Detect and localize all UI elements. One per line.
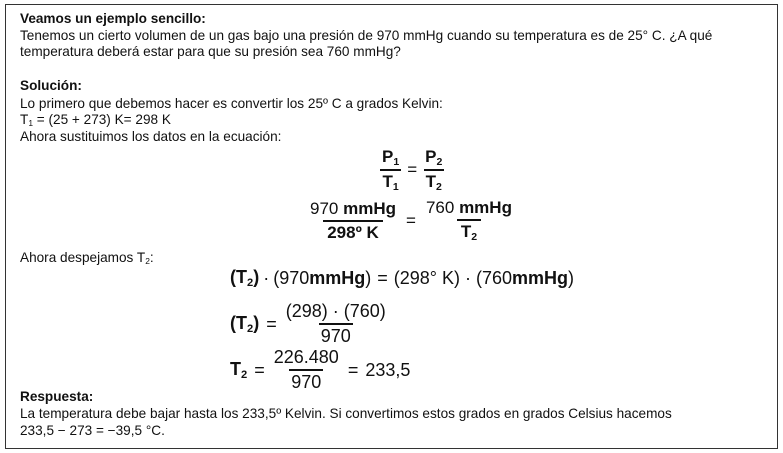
intro-line-2: temperatura deberá estar para que su presión sea 760 mmHg? [20, 44, 401, 59]
fraction-product-over-970: $\frac{(298) \cdot (760)}{970}$ [285, 301, 386, 346]
answer-line-2: 233,5 − 273 = −39,5 °C. [20, 423, 165, 438]
fraction-226480-over-970: $\frac{226.480}{970}$ [273, 347, 339, 392]
fraction-970-298: $\frac{\text{970 mmHg}}{\text{298º K}}$ [310, 198, 397, 242]
result-value: 233,5 [365, 359, 411, 380]
despejar-line: Ahora despejamos T2: [20, 250, 154, 266]
equation-substituted [306, 198, 516, 243]
equals-sign: = [407, 160, 418, 179]
answer-heading: Respuesta: [20, 389, 94, 404]
solution-t1-line: T1 = (25 + 273) K= 298 K [20, 112, 171, 128]
equation-result: $T_2$ = $\frac{226.480}{970}$ = 233,5 [230, 347, 411, 392]
solution-heading: Solución: [20, 78, 82, 93]
fraction-760-t2: $\frac{\text{760 mmHg}}{T_2}$ [425, 198, 512, 243]
intro-line-1: Tenemos un cierto volumen de un gas bajo una presión de 970 mmHg cuando su temperatura es de 25° C. ¿A qué [20, 28, 713, 43]
equation-cross-multiply: $(T_2)$ · (970 mmHg ) = (298° K) · (760 mmHg ) [230, 267, 575, 289]
equals-sign: = [406, 210, 416, 230]
equation-isolate-t2: $(T_2)$ = $\frac{(298) \cdot (760)}{970}$ [230, 301, 386, 346]
solution-line-1: Lo primero que debemos hacer es convertir los 25º C a grados Kelvin: [20, 96, 443, 111]
answer-line-1: La temperatura debe bajar hasta los 233,5º Kelvin. Si convertimos estos grados en grados Celsius hacemos [20, 406, 672, 421]
fraction-p2-t2: $\frac{P_2}{T_2}$ [425, 147, 443, 193]
fraction-p1-t1: $\frac{P_1}{T_1}$ [382, 147, 400, 193]
equation-gas-law [380, 147, 444, 193]
solution-line-3: Ahora sustituimos los datos en la ecuación: [20, 129, 282, 144]
intro-heading: Veamos un ejemplo sencillo: [20, 11, 206, 26]
